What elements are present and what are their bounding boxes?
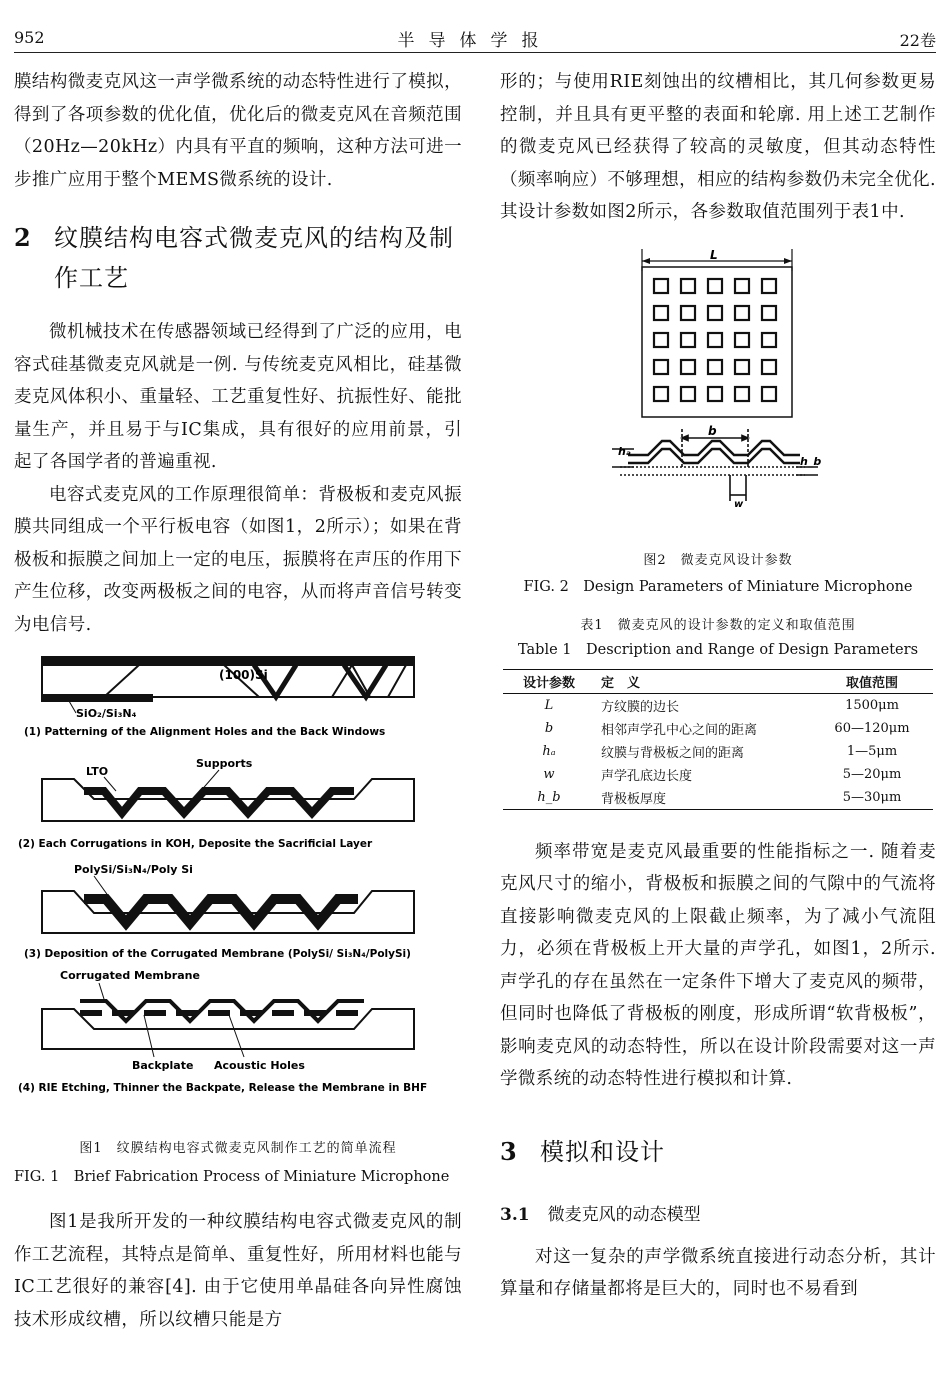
acoustic-hole — [735, 333, 749, 347]
step-2-drawing — [42, 779, 414, 821]
header-cell: 取值范围 — [845, 675, 898, 691]
paragraph: 形的；与使用RIE刻蚀出的纹槽相比，其几何参数更易控制，并且具有更平整的表面和轮廓. 用上述工艺制作的微麦克风已经获得了较高的灵敏度，但其动态特性（频率响应）不够理想，相应的结构参数仍未完全优化. 其设计参数如图2所示，各参数取值范围列于表1中. — [500, 72, 936, 222]
label-polysi: PolySi/Si₃N₄/Poly Si — [74, 863, 193, 876]
acoustic-hole — [735, 306, 749, 320]
section-3-heading — [500, 1132, 936, 1172]
label-100si: (100)Si — [219, 668, 268, 682]
paragraph: 微机械技术在传感器领域已经得到了广泛的应用，电容式硅基微麦克风就是一例. 与传统麦克风相比，硅基微麦克风体积小、重量轻、工艺重复性好、抗振性好、能批量生产，并且易于与IC集成，具有很好的应用前景，引起了各国学者的普遍重视. — [14, 322, 462, 472]
dimension-w: w — [734, 498, 744, 510]
label-supports: Supports — [196, 757, 253, 770]
table-row — [503, 763, 933, 786]
table-row — [503, 740, 933, 763]
membrane-outline — [642, 267, 792, 417]
figure-2-caption — [500, 549, 936, 600]
figure-1-caption — [14, 1137, 462, 1190]
section-title: 纹膜结构电容式微麦克风的结构及制作工艺 — [54, 224, 454, 292]
step-4-caption: (4) RIE Etching, Thinner the Backpate, Release the Membrane in BHF — [18, 1082, 428, 1094]
param-definition: 声学孔底边长度 — [601, 768, 693, 784]
label-acoustic-holes: Acoustic Holes — [214, 1059, 305, 1072]
acoustic-hole — [681, 279, 695, 293]
acoustic-hole-grid — [654, 279, 776, 401]
parameter-table — [503, 669, 933, 810]
label-lto: LTO — [86, 765, 109, 778]
page-number: 952 — [14, 28, 45, 47]
acoustic-hole — [708, 387, 722, 401]
param-range: 1500μm — [845, 697, 899, 713]
dimension-b: b — [708, 423, 717, 438]
table-row — [503, 693, 933, 717]
header-cell: 设计参数 — [522, 675, 575, 691]
subsection-3-1-heading — [500, 1200, 936, 1225]
label-backplate: Backplate — [132, 1059, 194, 1072]
param-definition: 背极板厚度 — [601, 791, 667, 807]
paragraph: 对这一复杂的声学微系统直接进行动态分析，其计算量和存储量都将是巨大的，同时也不易看到 — [500, 1246, 936, 1299]
param-definition: 纹膜与背极板之间的距离 — [601, 745, 745, 761]
param-definition: 方纹膜的边长 — [601, 699, 680, 715]
intro-paragraph: 膜结构微麦克风这一声学微系统的动态特性进行了模拟，得到了各项参数的优化值，优化后的微麦克风在音频范围（20Hz—20kHz）内具有平直的频响，这种方法可进一步推广应用于整个MEMS微系统的设计. — [14, 72, 462, 190]
volume-label: 22卷 — [899, 31, 936, 50]
acoustic-hole — [681, 306, 695, 320]
journal-title: 半导体学报 — [397, 31, 553, 51]
label-corrugated-membrane: Corrugated Membrane — [60, 969, 200, 982]
step-2-caption: (2) Each Corrugations in KOH, Deposite the Sacrificial Layer — [18, 838, 373, 850]
acoustic-hole — [654, 360, 668, 374]
table-row — [503, 717, 933, 740]
acoustic-hole — [735, 387, 749, 401]
acoustic-hole — [681, 387, 695, 401]
dimension-hb: h_b — [800, 454, 822, 468]
step-1-caption: (1) Patterning of the Alignment Holes and the Back Windows — [24, 726, 386, 738]
table-caption-en: Table 1 Description and Range of Design Parameters — [517, 641, 919, 658]
section-number: 3 — [500, 1136, 517, 1166]
paragraph: 频率带宽是麦克风最重要的性能指标之一. 随着麦克风尺寸的缩小，背极板和振膜之间的气隙中的气流将直接影响微麦克风的上限截止频率，为了减小气流阻力，必须在背极板上开大量的声学孔，如图1，2所示. 声学孔的存在虽然在一定条件下增大了麦克风的频带，但同时也降低了背极板的刚度，形成所谓“软背极板”，影响麦克风的动态特性，所以在设计阶段需要对这一声学微系统的动态特性进行模拟和计算. — [500, 841, 936, 1089]
figure-1-process-diagram — [14, 651, 462, 1121]
param-symbol: hₐ — [542, 743, 556, 759]
acoustic-hole — [762, 387, 776, 401]
paragraph: 电容式麦克风的工作原理很简单：背极板和麦克风振膜共同组成一个平行板电容（如图1，2所示）；如果在背极板和振膜之间加上一定的电压，振膜将在声压的作用下产生位移，改变两极板之间的电容，从而将声音信号转变为电信号. — [14, 484, 462, 635]
param-range: 5—20μm — [842, 766, 902, 782]
acoustic-hole — [708, 279, 722, 293]
left-column — [14, 66, 462, 1336]
figure-caption-cn: 图2 微麦克风设计参数 — [643, 552, 793, 568]
figure-caption-cn: 图1 纹膜结构电容式微麦克风制作工艺的简单流程 — [79, 1141, 397, 1156]
param-range: 60—120μm — [834, 720, 910, 736]
section-title: 模拟和设计 — [540, 1137, 665, 1166]
step-3-drawing — [42, 891, 414, 933]
param-symbol: L — [544, 697, 554, 713]
cross-section-drawing — [612, 429, 818, 501]
acoustic-hole — [654, 306, 668, 320]
acoustic-hole — [708, 333, 722, 347]
acoustic-hole — [762, 360, 776, 374]
table-1-block — [500, 614, 936, 810]
acoustic-hole — [654, 279, 668, 293]
table-header-row — [503, 669, 933, 693]
dimension-ha: hₐ — [618, 444, 631, 458]
section-number: 2 — [14, 223, 31, 252]
figure-2-design-parameters — [500, 243, 936, 543]
acoustic-hole — [735, 279, 749, 293]
acoustic-hole — [681, 360, 695, 374]
paragraph: 图1是我所开发的一种纹膜结构电容式微麦克风的制作工艺流程，其特点是简单、重复性好，所用材料也能与IC工艺很好的兼容[4]. 由于它使用单晶硅各向异性腐蚀技术形成纹槽，所以纹槽只能是方 — [14, 1212, 462, 1330]
param-range: 1—5μm — [846, 743, 898, 759]
dimension-L: L — [710, 247, 718, 262]
acoustic-hole — [654, 387, 668, 401]
subsection-number: 3.1 — [500, 1204, 530, 1225]
running-header — [14, 22, 936, 53]
acoustic-hole — [762, 279, 776, 293]
acoustic-hole — [681, 333, 695, 347]
param-symbol: b — [544, 720, 554, 736]
label-sio2: SiO₂/Si₃N₄ — [76, 707, 137, 720]
step-4-drawing — [42, 1001, 414, 1049]
acoustic-hole — [735, 360, 749, 374]
param-range: 5—30μm — [842, 789, 902, 805]
figure-caption-en: FIG. 2 Design Parameters of Miniature Microphone — [523, 578, 913, 595]
header-cell: 定 义 — [601, 675, 641, 691]
param-definition: 相邻声学孔中心之间的距离 — [601, 722, 758, 738]
step-3-caption: (3) Deposition of the Corrugated Membrane (PolySi/ Si₃N₄/PolySi) — [24, 948, 411, 960]
right-column — [500, 66, 936, 1306]
acoustic-hole — [708, 306, 722, 320]
acoustic-hole — [654, 333, 668, 347]
table-caption-cn: 表1 微麦克风的设计参数的定义和取值范围 — [580, 617, 856, 633]
param-symbol: w — [543, 766, 555, 782]
acoustic-hole — [762, 333, 776, 347]
acoustic-hole — [708, 360, 722, 374]
param-symbol: h_b — [537, 789, 561, 805]
acoustic-hole — [762, 306, 776, 320]
section-2-heading — [14, 218, 462, 298]
subsection-title: 微麦克风的动态模型 — [547, 1204, 701, 1225]
table-row — [503, 786, 933, 810]
figure-caption-en: FIG. 1 Brief Fabrication Process of Miniature Microphone — [14, 1169, 450, 1185]
